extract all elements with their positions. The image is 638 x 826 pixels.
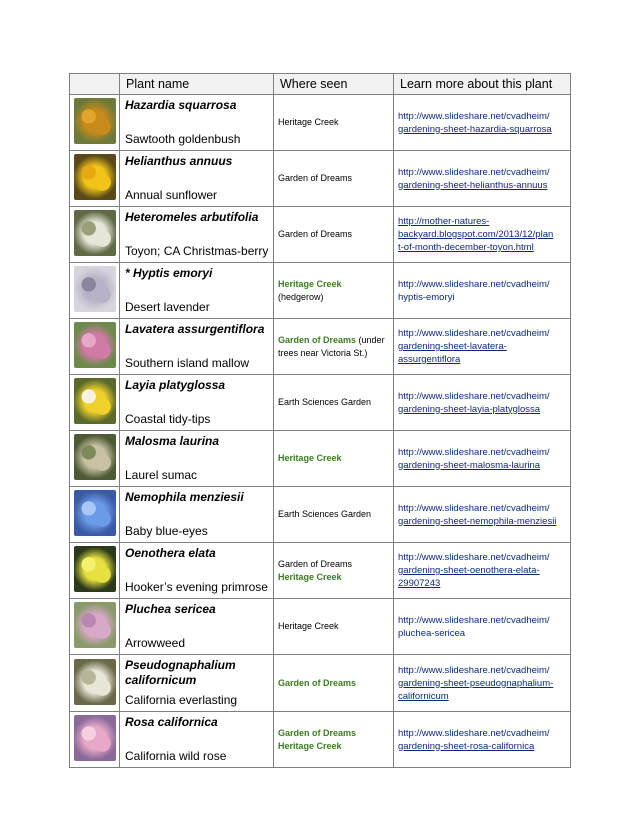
common-name: Southern island mallow: [125, 356, 250, 370]
location-label: Heritage Creek: [278, 278, 342, 289]
table-row: [70, 599, 571, 655]
learn-more-cell: [394, 599, 571, 655]
common-name: California wild rose: [125, 749, 227, 763]
plant-photo: [74, 546, 116, 592]
where-seen-cell: [274, 655, 394, 712]
plant-photo: [74, 154, 116, 200]
table-row: [70, 207, 571, 263]
location-label: Heritage Creek: [278, 453, 342, 463]
learn-more-cell: [394, 543, 571, 599]
common-name: Desert lavender: [125, 300, 210, 314]
learn-more-link[interactable]: t-of-month-december-toyon.html: [398, 242, 534, 253]
header-image: [70, 74, 120, 95]
learn-more-cell: [394, 207, 571, 263]
learn-more-cell: [394, 655, 571, 712]
learn-more-cell: [394, 375, 571, 431]
plant-name-cell: [120, 319, 274, 375]
learn-more-link[interactable]: gardening-sheet-layia-platyglossa: [398, 403, 541, 415]
plant-photo: [74, 715, 116, 761]
location-note: (hedgerow): [278, 291, 324, 302]
where-seen-cell: [274, 599, 394, 655]
scientific-name: * Hyptis emoryi: [125, 266, 213, 280]
learn-more-link[interactable]: http://www.slideshare.net/cvadheim/: [398, 278, 550, 290]
location-label-2: Heritage Creek: [278, 571, 342, 582]
where-seen-cell: [274, 487, 394, 543]
plant-photo: [74, 210, 116, 256]
table-row: [70, 431, 571, 487]
learn-more-link[interactable]: gardening-sheet-nemophila-menziesii: [398, 515, 557, 527]
common-name: Annual sunflower: [125, 188, 218, 202]
plant-name-cell: [120, 543, 274, 599]
learn-more-cell: [394, 712, 571, 768]
plant-name-cell: [120, 655, 274, 712]
learn-more-link[interactable]: pluchea-sericea: [398, 627, 466, 639]
learn-more-cell: [394, 319, 571, 375]
learn-more-link[interactable]: californicum: [398, 690, 449, 702]
plant-photo-cell: [70, 487, 120, 543]
where-seen-cell: [274, 712, 394, 768]
location-label: Garden of Dreams: [278, 558, 353, 569]
common-name: Arrowweed: [125, 636, 186, 650]
location-label: Earth Sciences Garden: [278, 509, 372, 519]
table-row: [70, 543, 571, 599]
location-label: Heritage Creek: [278, 621, 339, 631]
plant-name-cell: [120, 712, 274, 768]
learn-more-link[interactable]: http://mother-natures-: [398, 216, 490, 227]
common-name: Baby blue-eyes: [125, 524, 208, 538]
scientific-name: Hazardia squarrosa: [125, 98, 237, 112]
plant-photo: [74, 602, 116, 648]
plant-photo-cell: [70, 375, 120, 431]
plant-name-cell: [120, 431, 274, 487]
header-plant-name: Plant name: [120, 74, 274, 95]
plant-name-cell: [120, 487, 274, 543]
scientific-name: Lavatera assurgentiflora: [125, 322, 265, 336]
header-learn-more: Learn more about this plant: [394, 74, 571, 95]
plant-photo: [74, 490, 116, 536]
where-seen-cell: [274, 263, 394, 319]
table-row: [70, 151, 571, 207]
plant-photo: [74, 659, 116, 705]
learn-more-cell: [394, 487, 571, 543]
learn-more-link[interactable]: gardening-sheet-helianthus-annuus: [398, 179, 548, 191]
scientific-name: Nemophila menziesii: [125, 490, 244, 504]
common-name: Hooker’s evening primrose: [125, 580, 268, 594]
table-row: [70, 712, 571, 768]
learn-more-link[interactable]: assurgentiflora: [398, 354, 461, 365]
plant-photo-cell: [70, 207, 120, 263]
plant-photo-cell: [70, 319, 120, 375]
where-seen-cell: [274, 151, 394, 207]
table-row: [70, 95, 571, 151]
location-label: Garden of Dreams: [278, 173, 353, 183]
scientific-name: Pluchea sericea: [125, 602, 216, 616]
learn-more-link[interactable]: http://www.slideshare.net/cvadheim/: [398, 166, 550, 178]
common-name: Sawtooth goldenbush: [125, 132, 241, 146]
location-label: Heritage Creek: [278, 117, 339, 127]
learn-more-cell: [394, 95, 571, 151]
scientific-name: Rosa californica: [125, 715, 218, 729]
learn-more-link[interactable]: gardening-sheet-malosma-laurina: [398, 459, 541, 471]
scientific-name: Helianthus annuus: [125, 154, 233, 168]
plant-photo: [74, 378, 116, 424]
where-seen-cell: [274, 543, 394, 599]
where-seen-cell: [274, 95, 394, 151]
location-label-2: Heritage Creek: [278, 740, 342, 751]
table-row: [70, 487, 571, 543]
learn-more-link[interactable]: 29907243: [398, 578, 441, 589]
plant-photo: [74, 322, 116, 368]
learn-more-link[interactable]: backyard.blogspot.com/2013/12/plan: [398, 229, 554, 240]
scientific-name: Oenothera elata: [125, 546, 216, 560]
plant-photo-cell: [70, 655, 120, 712]
where-seen-cell: [274, 431, 394, 487]
location-note: (under trees near Victoria St.): [278, 334, 385, 358]
table-row: [70, 319, 571, 375]
learn-more-link[interactable]: http://www.slideshare.net/cvadheim/: [398, 328, 550, 339]
learn-more-link[interactable]: http://www.slideshare.net/cvadheim/: [398, 502, 550, 514]
plant-photo: [74, 434, 116, 480]
learn-more-cell: [394, 431, 571, 487]
where-seen-cell: [274, 319, 394, 375]
learn-more-link[interactable]: hyptis-emoryi: [398, 291, 455, 303]
common-name: California everlasting: [125, 693, 238, 707]
learn-more-cell: [394, 151, 571, 207]
scientific-name: Pseudognaphalium californicum: [125, 658, 236, 687]
plant-name-cell: [120, 151, 274, 207]
plant-name-cell: [120, 375, 274, 431]
location-label: Garden of Dreams: [278, 229, 353, 239]
learn-more-link[interactable]: http://www.slideshare.net/cvadheim/: [398, 727, 550, 739]
location-label: Garden of Dreams: [278, 677, 357, 688]
learn-more-link[interactable]: http://www.slideshare.net/cvadheim/: [398, 614, 550, 626]
learn-more-cell: [394, 263, 571, 319]
learn-more-link[interactable]: gardening-sheet-lavatera-: [398, 341, 507, 352]
location-label: Garden of Dreams: [278, 334, 357, 345]
common-name: Coastal tidy-tips: [125, 412, 211, 426]
table-row: [70, 655, 571, 712]
learn-more-link[interactable]: http://www.slideshare.net/cvadheim/: [398, 664, 550, 676]
plant-photo-cell: [70, 712, 120, 768]
table-row: [70, 263, 571, 319]
scientific-name: Layia platyglossa: [125, 378, 226, 392]
plant-photo-cell: [70, 431, 120, 487]
table-header-row: [70, 74, 571, 95]
scientific-name: Malosma laurina: [125, 434, 220, 448]
learn-more-link[interactable]: gardening-sheet-rosa-californica: [398, 740, 535, 752]
plant-photo-cell: [70, 543, 120, 599]
common-name: Laurel sumac: [125, 468, 198, 482]
plant-name-cell: [120, 207, 274, 263]
table-row: [70, 375, 571, 431]
common-name: Toyon; CA Christmas-berry: [125, 244, 269, 258]
plant-photo-cell: [70, 599, 120, 655]
plant-name-cell: [120, 263, 274, 319]
header-where-seen: Where seen: [274, 74, 394, 95]
learn-more-link[interactable]: http://www.slideshare.net/cvadheim/: [398, 110, 550, 122]
plant-name-cell: [120, 95, 274, 151]
plant-photo: [74, 266, 116, 312]
plant-photo-cell: [70, 263, 120, 319]
learn-more-link[interactable]: gardening-sheet-pseudognaphalium-: [398, 677, 554, 689]
learn-more-link[interactable]: http://www.slideshare.net/cvadheim/: [398, 390, 550, 402]
location-label: Garden of Dreams: [278, 727, 357, 738]
learn-more-link[interactable]: http://www.slideshare.net/cvadheim/: [398, 446, 550, 458]
plant-name-cell: [120, 599, 274, 655]
learn-more-link[interactable]: gardening-sheet-hazardia-squarrosa: [398, 123, 552, 135]
location-label: Earth Sciences Garden: [278, 397, 372, 407]
learn-more-link[interactable]: http://www.slideshare.net/cvadheim/: [398, 552, 550, 563]
scientific-name: Heteromeles arbutifolia: [125, 210, 259, 224]
learn-more-link[interactable]: gardening-sheet-oenothera-elata-: [398, 565, 540, 576]
plant-photo-cell: [70, 151, 120, 207]
plant-table: [69, 73, 571, 768]
plant-photo: [74, 98, 116, 144]
where-seen-cell: [274, 375, 394, 431]
plant-photo-cell: [70, 95, 120, 151]
where-seen-cell: [274, 207, 394, 263]
